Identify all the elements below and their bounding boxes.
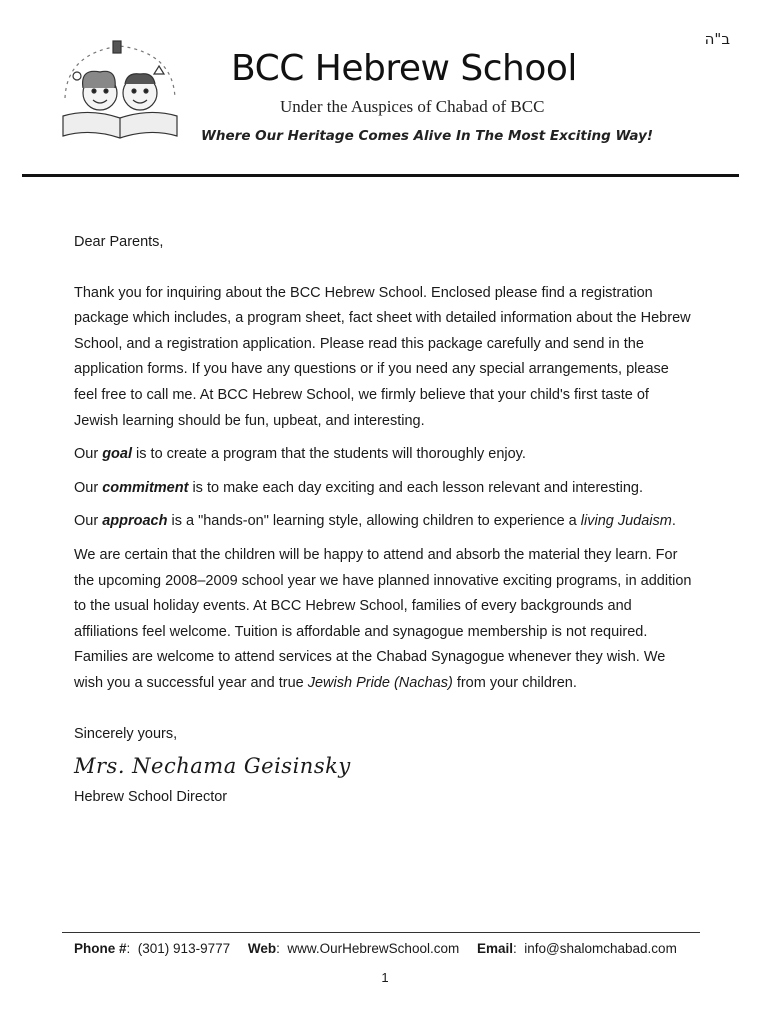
closing-salutation: Sincerely yours, [74, 725, 178, 742]
goal-paragraph: Our goal is to create a program that the students will thoroughly enjoy. [74, 446, 526, 463]
approach-term: approach [102, 513, 168, 530]
school-title: BCC Hebrew School [231, 48, 577, 89]
page-number: 1 [381, 970, 389, 985]
school-subtitle: Under the Auspices of Chabad of BCC [280, 97, 545, 116]
bh-mark: ב"ה [704, 30, 730, 48]
website-link[interactable]: www.OurHebrewSchool.com [287, 941, 460, 956]
phone-label: Phone # [74, 941, 127, 956]
commitment-paragraph: Our commitment is to make each day exciting and each lesson relevant and interesting. [74, 479, 644, 496]
web-label: Web [247, 941, 277, 956]
header-divider [22, 174, 739, 177]
email-link[interactable]: info@shalomchabad.com [524, 941, 677, 956]
intro-paragraph: Thank you for inquiring about the BCC Hebrew School. Enclosed please find a registration package which includes, a program sheet, fact sheet with detailed information about the Hebrew School, and a registration application. Please read this package carefully and send in the application forms. If you have any questions or if you need any special arrangements, please feel free to call me. At BCC Hebrew School, we firmly believe that your child's first taste of Jewish learning should be fun, upbeat, and interesting. [74, 284, 691, 429]
footer-divider [62, 932, 700, 933]
signature: Mrs. Nechama Geisinsky [74, 754, 351, 779]
letter-body [74, 230, 694, 811]
school-tagline: Where Our Heritage Comes Alive In The Most Exciting Way! [201, 128, 654, 144]
email-label: Email [476, 941, 514, 956]
commitment-term: commitment [102, 479, 189, 496]
signer-title: Hebrew School Director [74, 789, 228, 806]
salutation: Dear Parents, [74, 234, 164, 250]
contact-footer: Phone #: (301) 913-9777 Web: www.OurHebrewSchool.com Email: info@shalomchabad.com [74, 941, 677, 956]
goal-term: goal [102, 446, 133, 463]
closing-paragraph: We are certain that the children will be happy to attend and absorb the material they learn. For the upcoming 2008–2009 school year we have planned innovative exciting programs, in addition to the usual holiday events. At BCC Hebrew School, families of every backgrounds and affiliations feel welcome. Tuition is affordable and synagogue membership is not required. Families are welcome to attend services at the Chabad Synagogue whenever they wish. We wish you a successful year and true Jewish Pride (Nachas) from your children. [74, 546, 692, 691]
phone-number: (301) 913-9777 [137, 941, 231, 956]
school-logo-illustration [55, 38, 185, 143]
approach-paragraph: Our approach is a "hands-on" learning style, allowing children to experience a living Judaism. [74, 513, 676, 530]
